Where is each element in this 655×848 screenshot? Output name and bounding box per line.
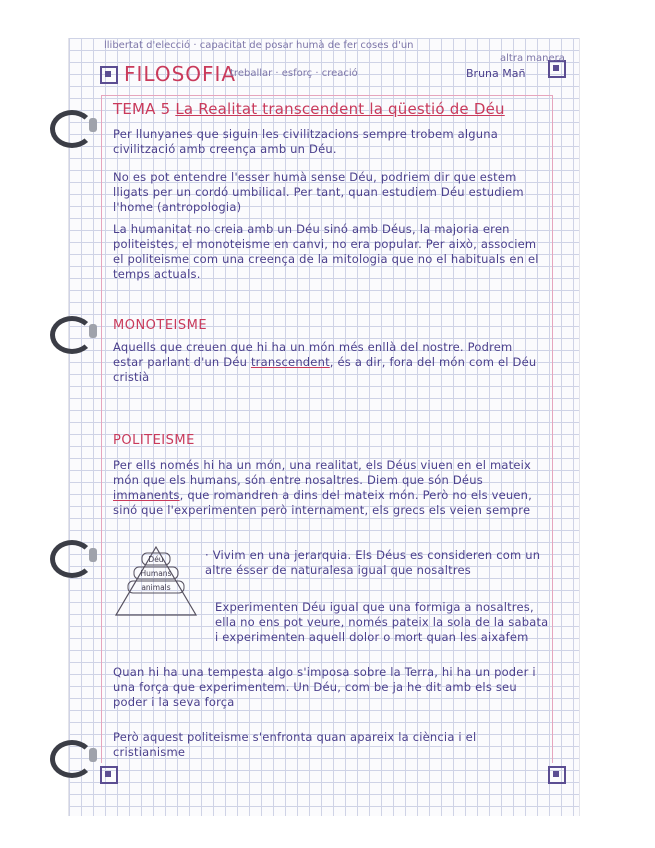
page-title: FILOSOFIA (124, 62, 237, 86)
corner-mark-icon (100, 66, 118, 84)
topic-heading (113, 99, 505, 119)
paragraph: La humanitat no creia amb un Déu sinó amb Déus, la majoria eren politeistes, el monoteisme en canvi, no era popular. Per això, associem el politeisme com una creença de la mitologia que no el habituals en el temps actuals. (113, 222, 539, 281)
politeisme-heading: POLITEISME (113, 433, 195, 448)
pyramid-level-god: Déu (148, 555, 164, 564)
paragraph: Per llunyanes que siguin les civilitzacions sempre trobem alguna civilització amb creença amb un Déu. (113, 127, 498, 156)
pyramid-level-humans: Humans (140, 569, 172, 578)
binder-ring (50, 740, 94, 778)
top-note-right: altra manera (500, 53, 565, 64)
author-name: Bruna Mañ (466, 67, 526, 80)
topic-text: La Realitat transcendent la qüestió de Déu (175, 100, 505, 118)
bullet-item: · Vivim en una jerarquia. Els Déus es consideren com un altre ésser de naturalesa igual que nosaltres (205, 548, 541, 577)
binder-ring (50, 316, 94, 354)
closing-paragraph: Quan hi ha una tempesta algo s'imposa sobre la Terra, hi ha un poder i una força que experimentem. Un Déu, com be ja he dit amb els seu poder i la seva força (113, 665, 536, 709)
monoteisme-highlight: transcendent (250, 355, 330, 369)
hierarchy-pyramid (112, 545, 200, 617)
topic-label: TEMA 5 (113, 100, 171, 118)
monoteisme-text-after: , és a dir, fora del món com el Déu cristià (113, 355, 537, 384)
politeisme-text (113, 458, 549, 518)
politeisme-text-after: , que romandren a dins del mateix món. Però no els veuen, sinó que l'experimenten però internament, els grecs els veien sempre (113, 488, 533, 517)
title-subnote: treballar · esforç · creació (230, 68, 358, 79)
margin-line-left (101, 95, 102, 763)
closing-paragraph: Però aquest politeisme s'enfronta quan apareix la ciència i el cristianisme (113, 730, 477, 759)
margin-line-top (101, 95, 553, 96)
monoteisme-text-before: Aquells que creuen que hi ha un món més enllà del nostre. Podrem estar parlant d'un Déu (113, 340, 513, 369)
paragraph: No es pot entendre l'esser humà sense Déu, podriem dir que estem lligats per un cordó umbilical. Per tant, quan estudiem Déu estudiem l'home (antropologia) (113, 170, 524, 214)
corner-mark-icon (100, 766, 118, 784)
bullet-text: Vivim en una jerarquia. Els Déus es consideren com un altre ésser de naturalesa igual que nosaltres (205, 548, 541, 577)
bullet-item: Experimenten Déu igual que una formiga a nosaltres, ella no ens pot veure, només pateix la sola de la sabata i experimenten aquell dolor o mort quan les aixafem (215, 600, 549, 644)
monoteisme-heading: MONOTEISME (113, 318, 208, 333)
top-note: llibertat d'elecció · capacitat de posar humà de fer coses d'un (104, 40, 414, 51)
binder-ring (50, 110, 94, 148)
corner-mark-icon (548, 766, 566, 784)
margin-line-right (552, 95, 553, 763)
politeisme-highlight: immanents (113, 488, 180, 502)
monoteisme-text (113, 340, 543, 385)
pyramid-level-animals: animals (141, 583, 171, 592)
binder-ring (50, 540, 94, 578)
politeisme-text-before: Per ells només hi ha un món, una realitat, els Déus viuen en el mateix món que els humans, són entre nosaltres. Diem que són Déus (113, 458, 532, 487)
